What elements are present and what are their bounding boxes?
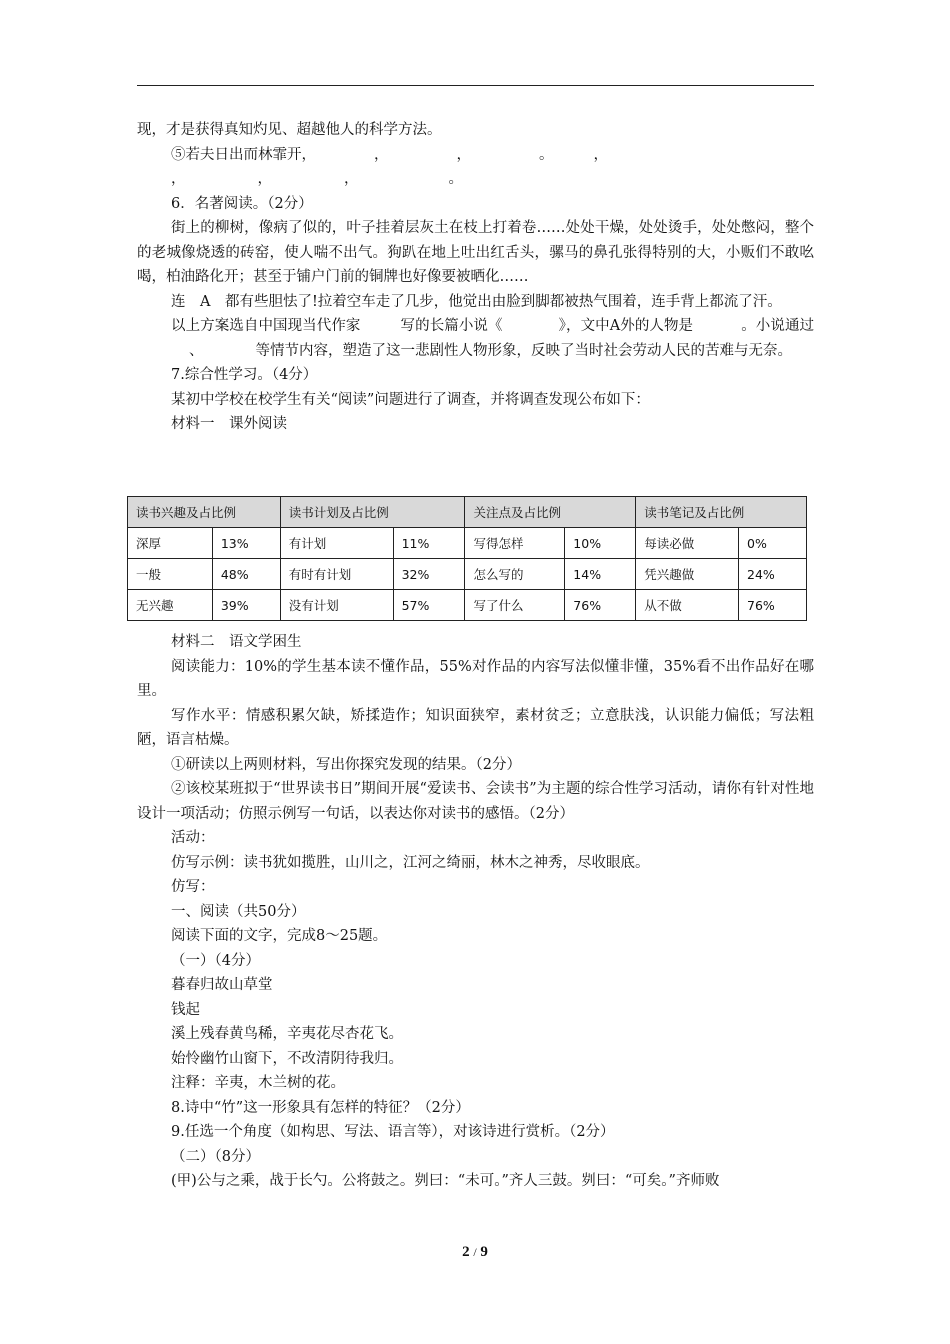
table-header-cell: 读书笔记及占比例 xyxy=(636,497,807,528)
table-cell: 48% xyxy=(212,559,280,590)
part-heading: （二）（8分） xyxy=(171,1148,260,1165)
page-content-bottom xyxy=(137,630,814,1194)
q7-sub1: ①研读以上两则材料，写出你探究发现的结果。（2分） xyxy=(171,756,521,773)
table-cell: 39% xyxy=(212,590,280,621)
section-heading: 一、阅读（共50分） xyxy=(171,903,306,920)
table-cell: 写得怎样 xyxy=(465,528,565,559)
text-line: 现，才是获得真知灼见、超越他人的科学方法。 xyxy=(137,122,442,138)
fill-mark: ， xyxy=(344,171,359,187)
fill-blank-line xyxy=(137,143,814,168)
q6-passage: 连 A 都有些胆怯了!拉着空车走了几步，他觉出由脸到脚都被热气围着，连手背上都流了汗。 xyxy=(171,293,782,310)
table-cell: 24% xyxy=(739,559,807,590)
table-cell: 76% xyxy=(739,590,807,621)
activity-label: 活动： xyxy=(171,830,215,846)
table-cell: 57% xyxy=(393,590,465,621)
imitation-example: 仿写示例：读书犹如揽胜，山川之，江河之绮丽，林木之神秀，尽收眼底。 xyxy=(171,854,650,871)
fill-mark: ， xyxy=(456,146,471,163)
page-separator: / xyxy=(473,1245,477,1259)
table-cell: 14% xyxy=(565,559,636,590)
part-heading: （一）（4分） xyxy=(171,952,260,969)
header-rule xyxy=(137,85,814,86)
q6-passage: 街上的柳树，像病了似的，叶子挂着层灰土在枝上打着卷……处处干燥，处处烫手，处处憋闷，整个的老城像烧透的砖窑，使人喘不出气。狗趴在地上吐出红舌头，骡马的鼻孔张得特别的大，小贩们不敢吆喝，柏油路化开；甚至于铺户门前的铜牌也好像要被晒化…… xyxy=(137,220,814,285)
table-cell: 写了什么 xyxy=(465,590,565,621)
table-cell: 每读必做 xyxy=(636,528,739,559)
q6-question-part: 。小说通过 xyxy=(741,318,815,334)
table-cell: 凭兴趣做 xyxy=(636,559,739,590)
table-cell: 怎么写的 xyxy=(465,559,565,590)
q6-title: 6．名著阅读。（2分） xyxy=(171,195,313,212)
page-total: 9 xyxy=(480,1244,488,1260)
q6-question-part: 等情节内容，塑造了这一悲剧性人物形象，反映了当时社会劳动人民的苦难与无奈。 xyxy=(255,342,792,359)
table-cell: 深厚 xyxy=(128,528,213,559)
writing-level: 写作水平：情感积累欠缺，矫揉造作；知识面狭窄，素材贫乏；立意肤浅，认识能力偏低；写法粗陋，语言枯燥。 xyxy=(137,707,814,748)
q7-title: 7.综合性学习。（4分） xyxy=(171,367,318,383)
material-two-title: 材料二 语文学困生 xyxy=(171,634,302,650)
table-cell: 10% xyxy=(565,528,636,559)
q6-question-part: 、 xyxy=(189,342,204,359)
table-cell: 0% xyxy=(739,528,807,559)
question-9: 9.任选一个角度（如构思、写法、语言等），对该诗进行赏析。（2分） xyxy=(171,1124,615,1140)
q7-intro: 某初中学校在校学生有关“阅读”问题进行了调查，并将调查发现公布如下： xyxy=(171,391,650,408)
q6-question xyxy=(137,314,814,363)
table-cell: 76% xyxy=(565,590,636,621)
table-cell: 13% xyxy=(212,528,280,559)
q7-sub2: ②该校某班拟于“世界读书日”期间开展“爱读书、会读书”为主题的综合性学习活动，请你有针对性地设计一项活动；仿照示例写一句话，以表达你对读书的感悟。（2分） xyxy=(137,781,814,822)
table-cell: 11% xyxy=(393,528,465,559)
poem-note: 注释：辛夷，木兰树的花。 xyxy=(171,1075,345,1091)
table-header-row xyxy=(128,497,807,528)
table-header-cell: 读书计划及占比例 xyxy=(280,497,465,528)
q6-question-part: 写的长篇小说《 xyxy=(400,318,503,334)
imitation-label: 仿写： xyxy=(171,879,215,895)
material-one-title: 材料一 课外阅读 xyxy=(171,416,287,432)
table-header-cell: 关注点及占比例 xyxy=(465,497,636,528)
poem-title: 暮春归故山草堂 xyxy=(171,977,273,993)
fill-mark: 。 xyxy=(539,146,554,163)
page-content-top xyxy=(137,118,814,437)
table-row xyxy=(128,559,807,590)
poem-line: 始怜幽竹山窗下，不改清阴待我归。 xyxy=(171,1050,403,1067)
table-cell: 从不做 xyxy=(636,590,739,621)
page-current: 2 xyxy=(462,1244,470,1260)
table-cell: 有时有计划 xyxy=(280,559,393,590)
reading-ability: 阅读能力：10%的学生基本读不懂作品，55%对作品的内容写法似懂非懂，35%看不出作品好在哪里。 xyxy=(137,658,814,699)
table-header-cell: 读书兴趣及占比例 xyxy=(128,497,281,528)
q6-question-part: 以上方案选自中国现当代作家 xyxy=(171,318,361,334)
fill-mark: 。 xyxy=(448,171,463,187)
classical-passage: (甲)公与之乘，战于长勺。公将鼓之。刿曰：“未可。”齐人三鼓。刿曰：“可矣。”齐师败 xyxy=(171,1173,720,1189)
poem-line: 溪上残春黄鸟稀，辛夷花尽杏花飞。 xyxy=(171,1026,403,1042)
question-8: 8.诗中“竹”这一形象具有怎样的特征？（2分） xyxy=(171,1099,470,1116)
fill-q5-start: ⑤若夫日出而林霏开， xyxy=(171,146,316,163)
fill-mark: ， xyxy=(257,171,272,187)
section-instruction: 阅读下面的文字，完成8～25题。 xyxy=(171,928,388,944)
table-row xyxy=(128,528,807,559)
table-cell: 32% xyxy=(393,559,465,590)
fill-blank-line xyxy=(137,167,814,192)
fill-mark: ， xyxy=(171,171,186,187)
fill-mark: ， xyxy=(374,146,389,163)
fill-mark: ， xyxy=(593,146,608,163)
table-cell: 没有计划 xyxy=(280,590,393,621)
survey-table xyxy=(127,496,807,621)
table-cell: 有计划 xyxy=(280,528,393,559)
page-number xyxy=(0,1244,950,1261)
poem-author: 钱起 xyxy=(171,1001,200,1018)
table-cell: 一般 xyxy=(128,559,213,590)
q6-question-part: 》，文中A外的人物是 xyxy=(558,318,694,334)
table-row xyxy=(128,590,807,621)
table-cell: 无兴趣 xyxy=(128,590,213,621)
